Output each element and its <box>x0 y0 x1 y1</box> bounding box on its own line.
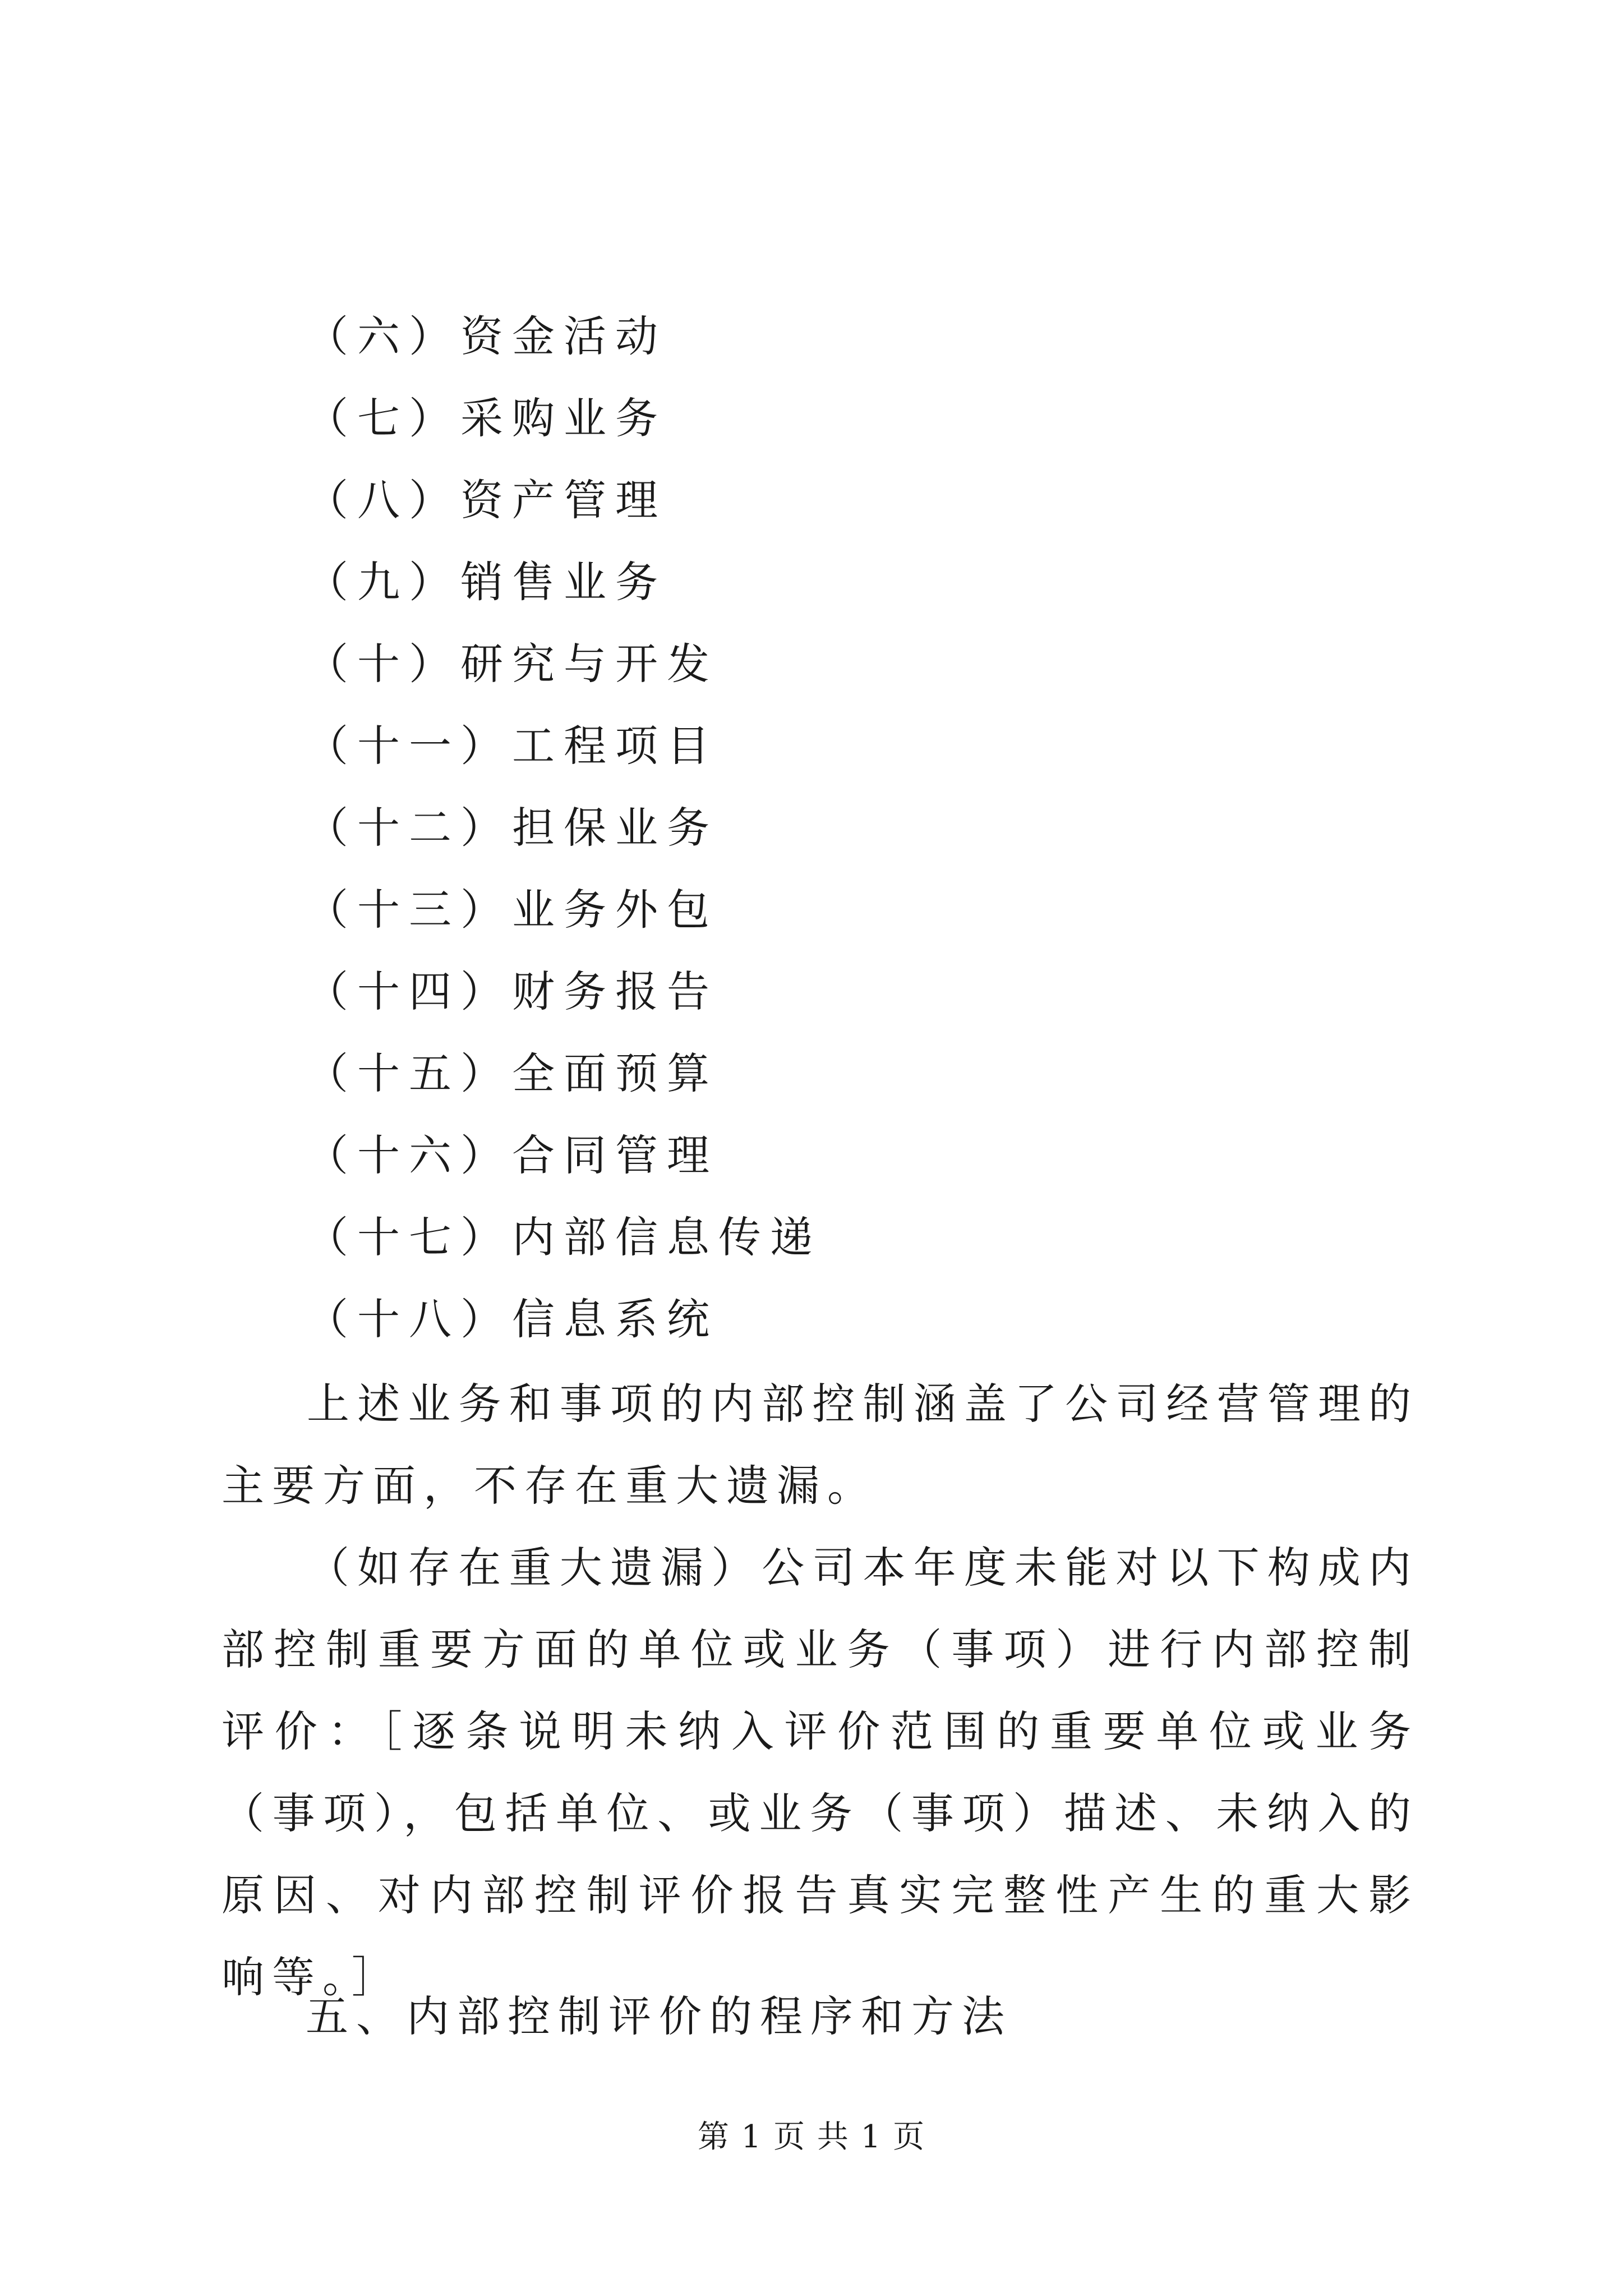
list-item: （十八）信息系统 <box>306 1294 718 1344</box>
list-item: （十四）财务报告 <box>306 967 718 1016</box>
list-item: （十）研究与开发 <box>306 639 718 689</box>
list-item: （十七）内部信息传递 <box>306 1212 822 1262</box>
page-footer: 第 1 页 共 1 页 <box>697 2119 926 2155</box>
list-item: （六）资金活动 <box>306 311 667 361</box>
paragraph-coverage: 上述业务和事项的内部控制涵盖了公司经营管理的主要方面，不存在重大遗漏。 <box>222 1379 1419 1511</box>
section-heading: 五、内部控制评价的程序和方法 <box>306 1991 1012 2041</box>
list-item: （九）销售业务 <box>306 557 667 607</box>
list-item: （十一）工程项目 <box>306 721 718 771</box>
list-item: （十三）业务外包 <box>306 885 718 935</box>
list-item: （七）采购业务 <box>306 393 667 443</box>
paragraph-omission: （如存在重大遗漏）公司本年度未能对以下构成内部控制重要方面的单位或业务（事项）进行内部控制评价：［逐条说明未纳入评价范围的重要单位或业务（事项），包括单位、或业务（事项）描述、未纳入的原因、对内部控制评价报告真实完整性产生的重大影响等。］ <box>222 1543 1419 2002</box>
list-item: （十五）全面预算 <box>306 1048 718 1098</box>
list-item: （八）资产管理 <box>306 475 667 525</box>
list-item: （十六）合同管理 <box>306 1130 718 1180</box>
list-item: （十二）担保业务 <box>306 803 718 853</box>
